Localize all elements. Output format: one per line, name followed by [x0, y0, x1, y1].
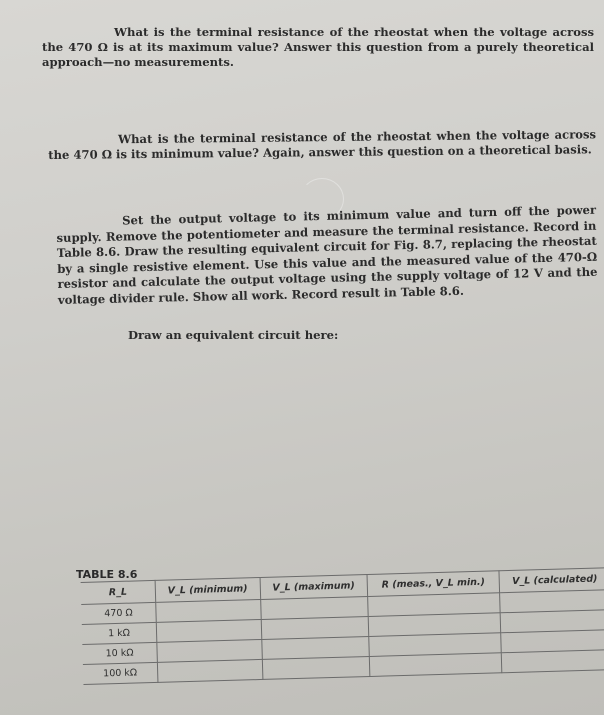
header-vl-calc: V_L (calculated)	[499, 568, 604, 593]
results-table	[81, 567, 604, 685]
header-rl: R_L	[81, 580, 156, 604]
header-vl-min: V_L (minimum)	[155, 577, 260, 602]
empty-cell[interactable]	[501, 650, 604, 673]
header-r-meas: R (meas., V_L min.)	[367, 571, 500, 597]
header-vl-max: V_L (maximum)	[260, 574, 368, 599]
empty-cell[interactable]	[157, 659, 262, 682]
table-title: TABLE 8.6	[76, 568, 138, 581]
question-min-voltage: What is the terminal resistance of the rheostat when the voltage across the 470 Ω is its minimum value? Again, answer this question on a theoretical basis.	[48, 126, 597, 162]
rl-cell: 10 kΩ	[82, 642, 157, 664]
rl-cell: 100 kΩ	[83, 662, 158, 684]
rl-cell: 470 Ω	[81, 602, 156, 624]
procedure-paragraph: Set the output voltage to its minimum value and turn off the power supply. Remove the potentiometer and measure the terminal resistance. Record in Table 8.6. Draw the resulting equivalent circuit for Fig. 8.7, replacing the rheostat by a single resistive element. Use this value and the measured value of the 470-Ω resistor and calculate the output voltage using the supply voltage of 12 V and the voltage divider rule. Show all work. Record result in Table 8.6.	[56, 202, 598, 307]
empty-cell[interactable]	[369, 653, 502, 677]
question-max-voltage: What is the terminal resistance of the rheostat when the voltage across the 470 Ω is at its maximum value? Answer this question from a purely theoretical approach—no measurements.	[42, 24, 594, 69]
empty-cell[interactable]	[501, 630, 604, 653]
rl-cell: 1 kΩ	[82, 622, 157, 644]
draw-circuit-prompt: Draw an equivalent circuit here:	[128, 327, 339, 342]
empty-cell[interactable]	[262, 656, 370, 679]
